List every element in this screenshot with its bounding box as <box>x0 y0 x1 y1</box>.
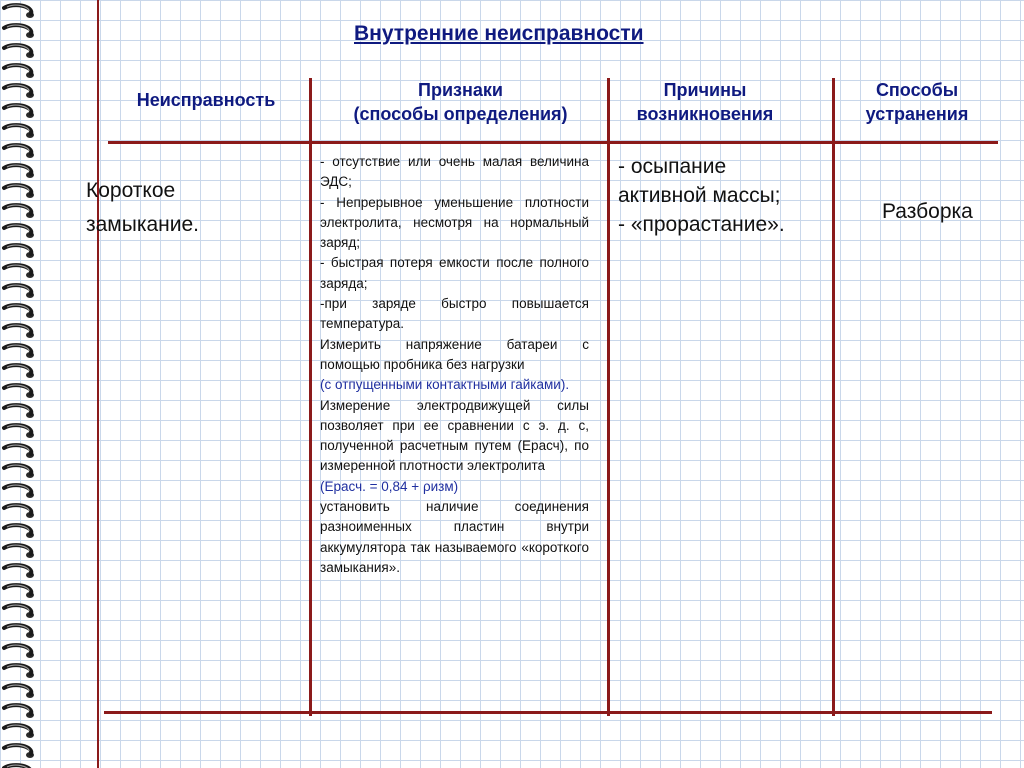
emf-conclusion: установить наличие соединения разноименных пластин внутри аккумулятора так называемого «короткого замыкания». <box>320 499 589 575</box>
table-bottom-border <box>104 711 992 714</box>
column-divider-1 <box>309 78 312 716</box>
sign-item: - отсутствие или очень малая величина ЭДС; <box>320 154 589 190</box>
fault-line1: Короткое <box>86 179 176 202</box>
remedy-text: Разборка <box>882 200 973 223</box>
header-signs-line1: Признаки <box>418 80 503 100</box>
cause-line3: - «прорастание». <box>618 213 785 236</box>
header-remedy <box>842 78 992 126</box>
header-causes-line2: возникновения <box>636 104 774 124</box>
header-remedy-line2: устранения <box>865 104 969 124</box>
signs-cell <box>320 152 589 578</box>
cause-line2: активной массы; <box>618 184 781 207</box>
fault-line2: замыкание. <box>86 213 200 236</box>
header-signs <box>318 78 603 126</box>
header-divider <box>108 141 998 144</box>
column-divider-2 <box>607 78 610 716</box>
emf-formula: (Ерасч. = 0,84 + ρизм) <box>320 478 459 494</box>
causes-cell <box>618 152 828 239</box>
measure-note: (с отпущенными контактными гайками). <box>320 377 570 393</box>
header-remedy-line1: Способы <box>875 80 959 100</box>
sign-item: - быстрая потеря емкости после полного заряда; <box>320 255 589 291</box>
column-divider-3 <box>832 78 835 716</box>
emf-explanation: Измерение электродвижущей силы позволяет при ее сравнении с э. д. с, полученной расчетным путем (Ерасч), по измеренной плотности электролита <box>320 397 589 474</box>
header-causes-line1: Причины <box>663 80 747 100</box>
sign-item: -при заряде быстро повышается температура. <box>320 296 589 332</box>
header-fault-label: Неисправность <box>136 90 276 110</box>
cause-line1: - осыпание <box>618 155 727 178</box>
page-title: Внутренние неисправности <box>354 22 644 45</box>
header-signs-line2: (способы определения) <box>353 104 568 124</box>
sign-item: - Непрерывное уменьшение плотности электролита, несмотря на нормальный заряд; <box>320 194 589 251</box>
header-causes <box>612 78 798 126</box>
remedy-cell <box>882 200 1012 224</box>
measure-instruction: Измерить напряжение батареи с помощью пробника без нагрузки <box>320 336 589 372</box>
header-fault <box>110 88 302 112</box>
fault-cell <box>86 174 286 242</box>
spiral-binding <box>0 0 48 768</box>
margin-line <box>97 0 99 768</box>
